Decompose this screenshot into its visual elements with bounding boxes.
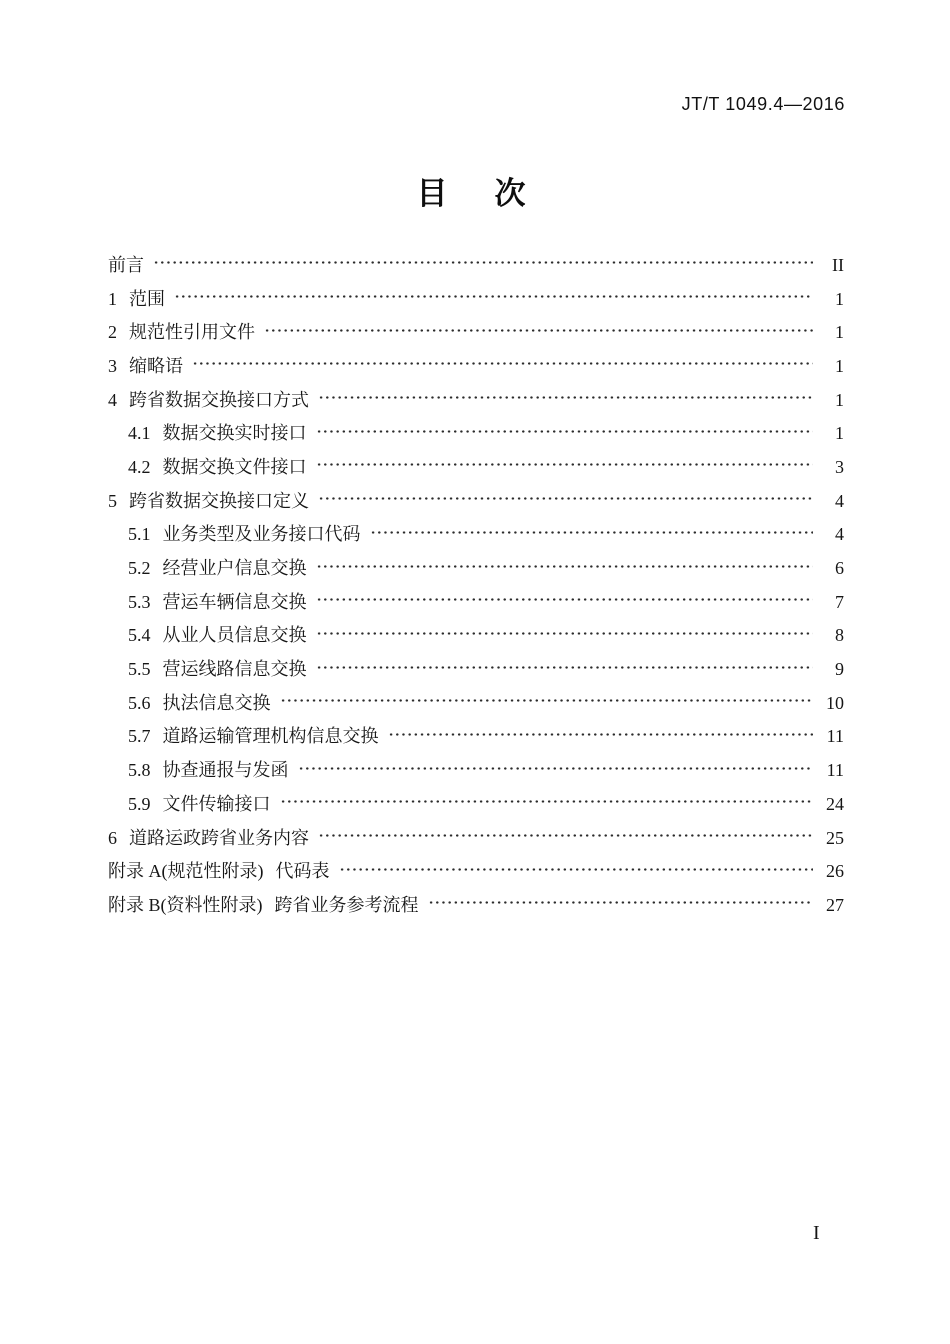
toc-entry-label: 跨省数据交换接口定义 xyxy=(129,490,309,511)
toc-entry-number: 1 xyxy=(108,288,117,309)
toc-entry-number: 5.4 xyxy=(128,625,151,646)
toc-entry-number: 5.7 xyxy=(128,726,151,747)
toc-entry-label: 道路运输管理机构信息交换 xyxy=(162,726,379,747)
toc-entry xyxy=(108,854,844,888)
toc-entry-label: 跨省数据交换接口方式 xyxy=(129,389,309,410)
toc-entry xyxy=(108,787,844,821)
toc-entry-label: 缩略语 xyxy=(129,355,183,376)
toc-entry-label: 数据交换实时接口 xyxy=(162,423,307,444)
dot-leader xyxy=(280,799,814,804)
dot-leader xyxy=(153,260,813,265)
toc-entry xyxy=(108,450,844,484)
toc-entry-page: 1 xyxy=(835,355,844,376)
dot-leader xyxy=(174,294,813,299)
toc-entry xyxy=(108,248,844,282)
toc-entry-page: 11 xyxy=(826,726,844,747)
toc-entry-number: 5.6 xyxy=(128,692,151,713)
toc-entry-label: 协查通报与发函 xyxy=(162,760,289,781)
toc-entry xyxy=(108,518,844,552)
toc-entry-label: 营运车辆信息交换 xyxy=(162,591,307,612)
toc-entry-page: 3 xyxy=(835,456,844,477)
dot-leader xyxy=(370,530,814,535)
toc-entry-number: 2 xyxy=(108,322,117,343)
toc-entry-page: 1 xyxy=(835,322,844,343)
dot-leader xyxy=(316,631,814,636)
dot-leader xyxy=(428,900,814,905)
toc-entry-page: 10 xyxy=(826,692,844,713)
toc-entry-label: 跨省业务参考流程 xyxy=(274,894,419,915)
toc-entry xyxy=(108,821,844,855)
dot-leader xyxy=(318,833,813,838)
toc-entry-label: 文件传输接口 xyxy=(162,793,271,814)
toc-entry xyxy=(108,551,844,585)
toc-entry-label: 营运线路信息交换 xyxy=(162,659,307,680)
dot-leader xyxy=(339,867,814,872)
toc-entry-label: 代码表 xyxy=(275,861,330,882)
toc-entry-label: 从业人员信息交换 xyxy=(162,625,307,646)
toc-entry-number: 5.5 xyxy=(128,659,151,680)
toc-entry-page: 6 xyxy=(835,558,844,579)
dot-leader xyxy=(316,462,814,467)
dot-leader xyxy=(264,328,813,333)
dot-leader xyxy=(388,732,814,737)
toc-entry-number: 5.1 xyxy=(128,524,151,545)
toc-entry xyxy=(108,753,844,787)
toc-entry-number: 5 xyxy=(108,490,117,511)
page-title: 目 次 xyxy=(416,176,534,211)
toc-entry-page: 11 xyxy=(826,760,844,781)
footer-page-number: I xyxy=(813,1222,820,1244)
dot-leader xyxy=(318,496,813,501)
toc-entry-page: 8 xyxy=(835,625,844,646)
dot-leader xyxy=(316,429,814,434)
toc-entry xyxy=(108,416,844,450)
standard-number: JT/T 1049.4—2016 xyxy=(681,94,845,114)
dot-leader xyxy=(280,698,814,703)
toc-entry-label: 经营业户信息交换 xyxy=(162,558,307,579)
dot-leader xyxy=(318,395,813,400)
toc-entry-page: 1 xyxy=(835,389,844,410)
toc-entry xyxy=(108,349,844,383)
toc-entry-page: II xyxy=(832,254,844,275)
toc-entry xyxy=(108,585,844,619)
toc-list xyxy=(108,248,844,922)
toc-entry xyxy=(108,383,844,417)
dot-leader xyxy=(316,665,814,670)
toc-entry-number: 附录 B(资料性附录) xyxy=(108,894,263,915)
dot-leader xyxy=(316,564,814,569)
toc-entry-label: 执法信息交换 xyxy=(162,692,271,713)
toc-entry-page: 26 xyxy=(826,861,844,882)
toc-entry-label: 前言 xyxy=(108,254,144,275)
toc-entry xyxy=(108,315,844,349)
toc-entry-page: 1 xyxy=(835,423,844,444)
toc-entry-page: 4 xyxy=(835,490,844,511)
toc-entry xyxy=(108,686,844,720)
dot-leader xyxy=(316,597,814,602)
dot-leader xyxy=(298,766,814,771)
toc-entry xyxy=(108,619,844,653)
toc-entry-number: 5.2 xyxy=(128,558,151,579)
toc-entry-number: 4 xyxy=(108,389,117,410)
toc-entry xyxy=(108,652,844,686)
toc-entry-label: 道路运政跨省业务内容 xyxy=(129,827,309,848)
toc-entry-page: 25 xyxy=(826,827,844,848)
toc-entry xyxy=(108,484,844,518)
toc-entry-label: 范围 xyxy=(129,288,165,309)
toc-entry-number: 6 xyxy=(108,827,117,848)
dot-leader xyxy=(192,361,813,366)
toc-entry-number: 4.1 xyxy=(128,423,151,444)
toc-entry-label: 数据交换文件接口 xyxy=(162,456,307,477)
toc-entry-page: 4 xyxy=(835,524,844,545)
toc-entry-number: 5.9 xyxy=(128,793,151,814)
toc-entry-page: 9 xyxy=(835,659,844,680)
toc-entry-label: 业务类型及业务接口代码 xyxy=(162,524,361,545)
toc-entry xyxy=(108,720,844,754)
toc-entry-page: 24 xyxy=(826,793,844,814)
toc-entry-number: 5.3 xyxy=(128,591,151,612)
toc-entry-page: 27 xyxy=(826,894,844,915)
toc-entry-label: 规范性引用文件 xyxy=(129,322,255,343)
toc-entry-number: 5.8 xyxy=(128,760,151,781)
toc-entry xyxy=(108,282,844,316)
toc-entry-number: 附录 A(规范性附录) xyxy=(108,861,264,882)
toc-entry-page: 1 xyxy=(835,288,844,309)
toc-entry-number: 3 xyxy=(108,355,117,376)
toc-entry-number: 4.2 xyxy=(128,456,151,477)
toc-entry-page: 7 xyxy=(835,591,844,612)
toc-entry xyxy=(108,888,844,922)
